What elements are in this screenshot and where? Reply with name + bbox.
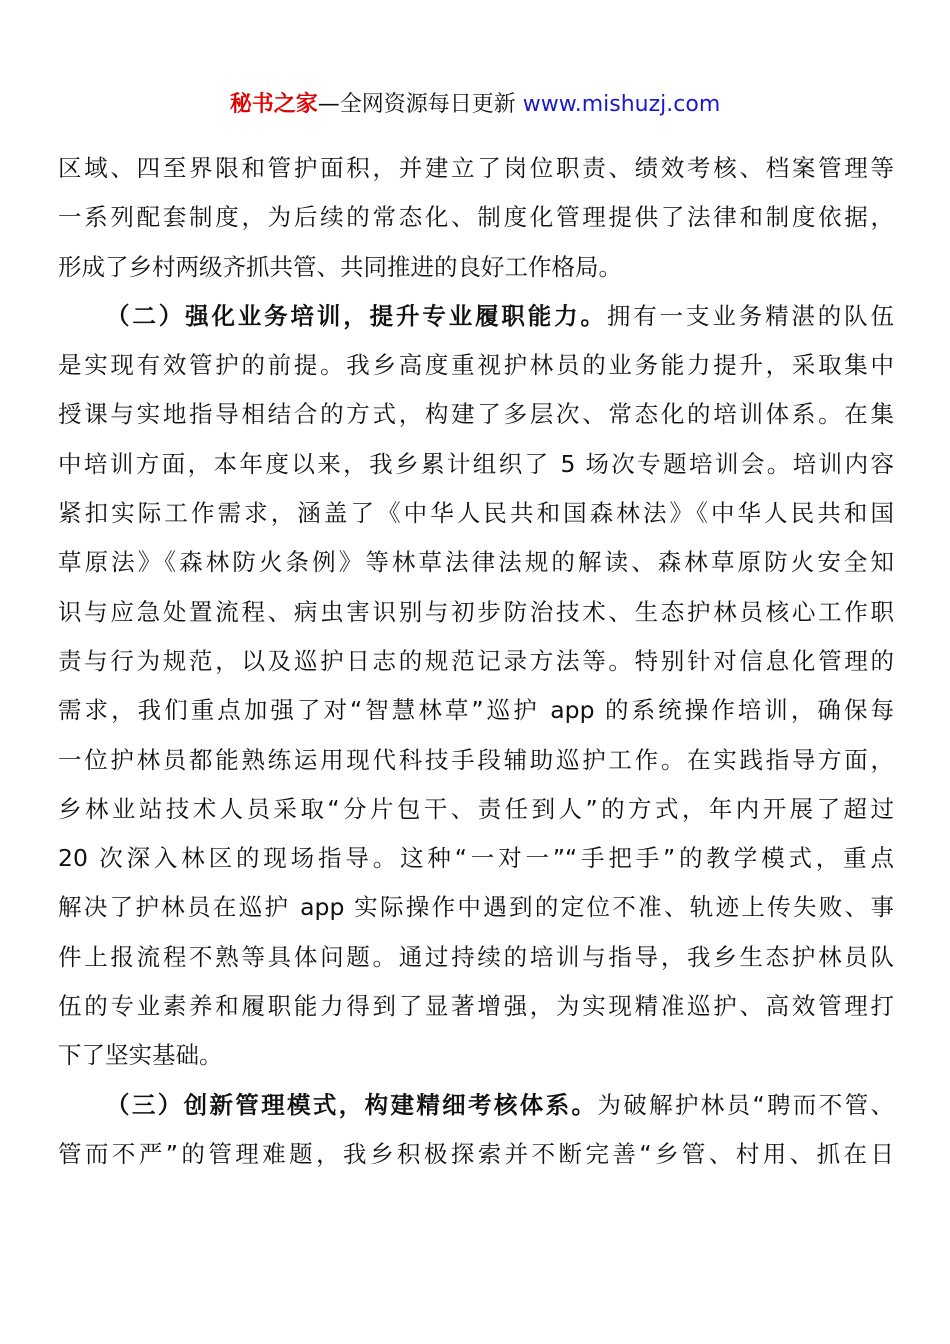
paragraph-line: 解决了护林员在巡护 app 实际操作中遇到的定位不准、轨迹上传失败、事 (58, 893, 894, 922)
section-3-lead-text: 为破解护林员“聘而不管、 (597, 1090, 894, 1119)
paragraph-line: 草原法》《森林防火条例》等林草法律法规的解读、森林草原防火安全知 (58, 548, 894, 577)
paragraph-line: 区域、四至界限和管护面积，并建立了岗位职责、绩效考核、档案管理等 (58, 154, 894, 182)
paragraph-line: 中培训方面，本年度以来，我乡累计组织了 5 场次专题培训会。培训内容 (58, 449, 894, 478)
paragraph-line: 责与行为规范，以及巡护日志的规范记录方法等。特别针对信息化管理的 (58, 646, 894, 675)
paragraph-line: 识与应急处置流程、病虫害识别与初步防治技术、生态护林员核心工作职 (58, 597, 894, 626)
paragraph-line: 需求，我们重点加强了对“智慧林草”巡护 app 的系统操作培训，确保每 (58, 696, 894, 725)
paragraph-line: 一系列配套制度，为后续的常态化、制度化管理提供了法律和制度依据， (58, 203, 894, 232)
section-2-heading: （二）强化业务培训，提升专业履职能力。 (106, 301, 607, 330)
paragraph-line: 紧扣实际工作需求，涵盖了《中华人民共和国森林法》《中华人民共和国 (58, 499, 894, 528)
section-2-first-line (58, 292, 894, 341)
paragraph-line: 件上报流程不熟等具体问题。通过持续的培训与指导，我乡生态护林员队 (58, 942, 894, 971)
site-tagline: —全网资源每日更新 (317, 92, 523, 117)
paragraph-line: 授课与实地指导相结合的方式，构建了多层次、常态化的培训体系。在集 (58, 400, 894, 429)
paragraph-line: 乡林业站技术人员采取“分片包干、责任到人”的方式，年内开展了超过 (58, 794, 894, 823)
page-header (0, 88, 950, 122)
paragraph-line: 伍的专业素养和履职能力得到了显著增强，为实现精准巡护、高效管理打 (58, 992, 894, 1021)
section-3-heading: （三）创新管理模式，构建精细考核体系。 (106, 1090, 598, 1119)
paragraph-line: 20 次深入林区的现场指导。这种“一对一”“手把手”的教学模式，重点 (58, 844, 894, 873)
site-brand: 秘书之家 (229, 92, 318, 117)
section-3-first-line (58, 1081, 894, 1130)
section-2-lead-text: 拥有一支业务精湛的队伍 (606, 301, 894, 330)
paragraph-line: 管而不严”的管理难题，我乡积极探索并不断完善“乡管、村用、抓在日 (58, 1139, 894, 1168)
paragraph-line: 形成了乡村两级齐抓共管、共同推进的良好工作格局。 (58, 252, 622, 281)
site-url-link[interactable]: www.mishuzj.com (522, 92, 721, 117)
document-body (58, 144, 894, 1179)
paragraph-line: 下了坚实基础。 (58, 1041, 223, 1070)
paragraph-line: 一位护林员都能熟练运用现代科技手段辅助巡护工作。在实践指导方面， (58, 745, 894, 774)
paragraph-line: 是实现有效管护的前提。我乡高度重视护林员的业务能力提升，采取集中 (58, 351, 894, 380)
